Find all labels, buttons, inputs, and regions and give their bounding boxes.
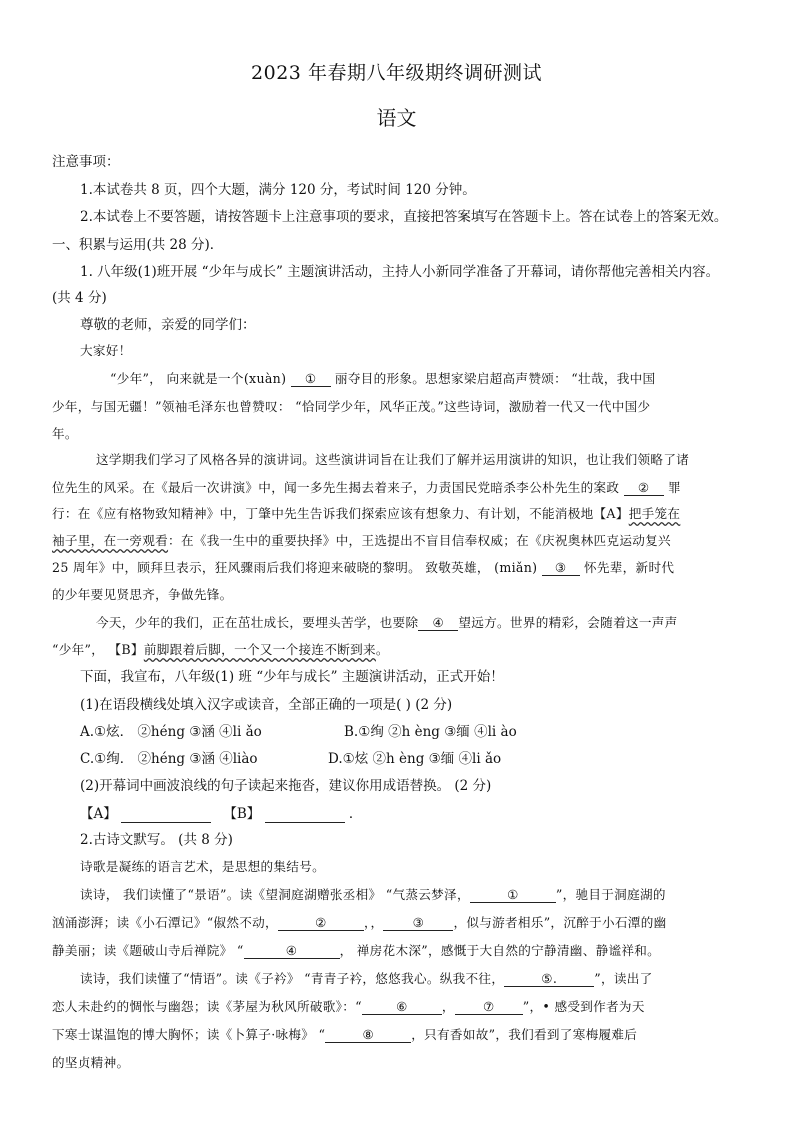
text-span: 汹涌澎湃；读《小石潭记》“俶然不动， [52,915,278,930]
poem-line [80,884,666,903]
section-heading: 一、积累与运用(共 28 分)． [52,237,224,253]
paragraph-line [96,612,678,631]
text-span: 读诗，我们读懂了“情语”。读《子衿》 “青青子衿，悠悠我心。纵我不往， [80,971,505,986]
text-span: ”，驰目于洞庭湖的 [555,887,666,902]
announce-line: 下面，我宣布，八年级(1) 班 “少年与成长” 主题演讲活动，正式开始！ [80,669,504,685]
text-span: 恋人未赴约的惆怅与幽怨；读《茅屋为秋风所破歌》：“ [52,999,362,1014]
poem-line: 的坚贞精神。 [52,1055,130,1070]
text-span: 静美丽；读《题破山寺后禅院》 “ [52,943,244,958]
wavy-phrase-b: 前脚跟着后脚，一个又一个接连不断到来 [143,642,376,657]
text-span: ：在《我一生中的重要抉择》中，王选提出不盲目信奉权威；在《庆祝奥林匹克运动复兴 [168,533,671,548]
paragraph-line [52,639,389,658]
paragraph-line [52,557,674,576]
notice-heading: 注意事项： [52,154,120,170]
paragraph-line: 这学期我们学习了风格各异的演讲词。这些演讲词旨在让我们了解并运用演讲的知识，也让我们领略了诸 [96,452,690,467]
paragraph-line: 的少年要见贤思齐，争做先锋。 [52,587,233,602]
answer-blank-b[interactable] [265,806,345,823]
poem-line [52,996,645,1015]
text-span: ，， [363,915,384,930]
paragraph-line [52,477,681,496]
option-d[interactable]: D.①炫 ②h èng ③缅 ④li ǎo [328,751,502,767]
poem-blank-6[interactable]: ⑥ [362,999,442,1015]
notice-item: 2.本试卷上不要答题，请按答题卡上注意事项的要求，直接把答案填写在答题卡上。答在试卷上的答案无效。 [80,209,728,225]
poem-line [52,912,666,931]
text-span: 丽夺目的形象。思想家梁启超高声赞颂： “壮哉，我中国 [334,371,656,386]
answer-label-a: 【A】 [80,806,117,822]
option-a[interactable]: A.①炫． ②héng ③涵 ④li ǎo [80,724,262,740]
poem-blank-5[interactable]: ⑤. [504,971,594,987]
text-span: 读诗， 我们读懂了“景语”。读《望洞庭湖赠张丞相》 “气蒸云梦泽， [80,887,470,902]
text-span: 。 [375,642,389,657]
blank-1[interactable]: ① [291,371,331,387]
text-span: ，只有香如故”，我们看到了寒梅履难后 [411,1027,638,1042]
poem-line [80,968,653,987]
text-span: 今天，少年的我们，正在茁壮成长，要埋头苦学，也要除 [96,615,419,630]
sub-question-2: (2)开幕词中画波浪线的句子读起来拖沓，建议你用成语替换。 (2 分) [80,778,492,794]
wavy-phrase-a-cont: 袖子里，在一旁观看 [52,533,169,548]
answer-blank-a[interactable] [121,806,211,823]
greeting: 尊敬的老师，亲爱的同学们： [80,317,256,333]
text-span: ”，• 感受到作者为天 [522,999,645,1014]
question-1-points: (共 4 分) [52,290,107,306]
poem-blank-4[interactable]: ④ [244,943,340,959]
poem-blank-2[interactable]: ② [278,915,364,931]
question-2-lead: 诗歌是凝练的语言艺术，是思想的集结号。 [80,859,325,874]
text-span: 罪 [667,480,681,495]
paragraph-line [110,368,655,387]
poem-line [52,1024,637,1043]
text-span: ， [441,999,455,1014]
poem-blank-1[interactable]: ① [470,887,556,903]
poem-blank-8[interactable]: ⑧ [325,1027,411,1043]
text-span: 行：在《应有格物致知精神》中，丁肇中先生告诉我们探索应该有想象力、有计划，不能消极地【A】 [52,506,629,521]
answer-label-b: 【B】 [223,806,261,822]
poem-line [52,940,660,959]
question-2: 2.古诗文默写。 (共 8 分) [80,832,233,848]
paragraph-line [52,530,671,549]
text-span: 望远方。世界的精彩，会随着这一声声 [458,615,678,630]
question-1-intro: 1. 八年级(1)班开展 “少年与成长” 主题演讲活动，主持人小新同学准备了开幕词，请你帮他完善相关内容。 [80,264,720,280]
option-c[interactable]: C.①绚． ②héng ③涵 ④liào [80,751,258,767]
text-span: 怀先辈，新时代 [583,560,675,575]
option-b[interactable]: B.①绚 ②h èng ③缅 ④li ào [344,724,517,740]
text-span: ”，读出了 [594,971,653,986]
text-span: ，似与游者相乐”，沉醉于小石潭的幽 [453,915,667,930]
answer-line [80,802,362,823]
answer-end: ． [348,806,363,822]
poem-blank-7[interactable]: ⑦ [455,999,523,1015]
text-span: ， 禅房花木深”，感慨于大自然的宁静清幽、静谧祥和。 [339,943,661,958]
paragraph-line: 年。 [52,426,78,441]
subject-title: 语文 [376,106,417,130]
blank-2[interactable]: ② [624,480,664,496]
hello-line: 大家好！ [80,343,132,358]
sub-question-1: (1)在语段横线处填入汉字或读音，全部正确的一项是( ) (2 分) [80,697,453,713]
paragraph-line [52,503,680,522]
blank-4[interactable]: ④ [418,615,458,631]
paragraph-line: 少年，与国无疆！”领袖毛泽东也曾赞叹： “恰同学少年，风华正茂。”这些诗词，激励着一代又一代中国少 [52,399,651,414]
poem-blank-3[interactable]: ③ [383,915,453,931]
text-span: 位先生的风采。在《最后一次讲演》中，闻一多先生揭去着来子，力责国民党暗杀李公朴先生的案政 [52,480,620,495]
text-span: 下寒士谋温饱的博大胸怀；读《卜算子·咏梅》 “ [52,1027,326,1042]
text-span: “少年”， 向来就是一个(xuàn) [110,371,287,386]
notice-item: 1.本试卷共 8 页，四个大题，满分 120 分，考试时间 120 分钟。 [80,182,476,198]
wavy-phrase-a: 把手笼在 [628,506,681,521]
text-span: 25 周年》中，顾拜旦表示，狂风骤雨后我们将迎来破晓的黎明。 致敬英雄， (miǎn) [52,560,538,575]
exam-title: 2023 年春期八年级期终调研测试 [251,62,542,84]
text-span: “少年”， 【B】 [52,642,144,657]
blank-3[interactable]: ③ [542,560,580,576]
